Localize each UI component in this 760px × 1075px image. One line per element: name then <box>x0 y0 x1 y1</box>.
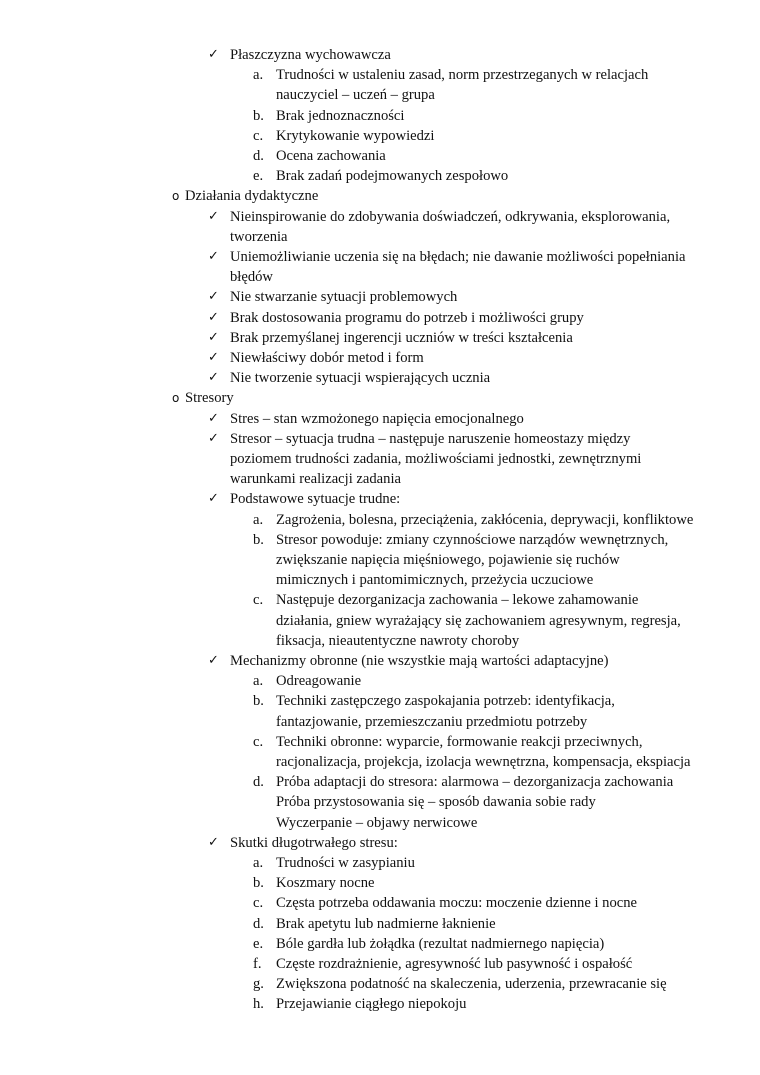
checkmark-icon: ✓ <box>208 370 219 386</box>
section-heading: Działania dydaktyczne <box>185 188 319 205</box>
list-letter-marker: e. <box>253 935 264 952</box>
list-letter-marker: b. <box>253 875 264 892</box>
list-letter-marker: c. <box>253 592 264 609</box>
circle-bullet-icon: o <box>172 189 180 204</box>
list-letter-marker: h. <box>253 996 264 1013</box>
bullet-item-text: Uniemożliwianie uczenia się na błędach; nie dawanie możliwości popełniania <box>230 249 686 265</box>
circle-bullet-icon: o <box>172 391 180 406</box>
checkmark-icon: ✓ <box>208 289 219 305</box>
list-letter-marker: d. <box>253 774 264 791</box>
list-item-text: Trudności w ustaleniu zasad, norm przestrzeganych w relacjach <box>276 67 649 84</box>
list-letter-marker: a. <box>253 855 264 871</box>
bullet-item-text: Nie stwarzanie sytuacji problemowych <box>230 289 458 306</box>
list-item-text: Przejawianie ciągłego niepokoju <box>276 996 467 1013</box>
list-item-text: racjonalizacja, projekcja, izolacja wewnętrzna, kompensacja, ekspiacja <box>276 754 691 770</box>
list-letter-marker: d. <box>253 148 264 164</box>
list-item-text: Brak jednoznaczności <box>276 107 405 124</box>
list-item-text: Bóle gardła lub żołądka (rezultat nadmiernego napięcia) <box>276 935 605 952</box>
checkmark-icon: ✓ <box>208 329 219 345</box>
list-letter-marker: d. <box>253 915 264 932</box>
list-letter-marker: c. <box>253 895 264 912</box>
bullet-item-text: Nieinspirowanie do zdobywania doświadczeń, odkrywania, eksplorowania, <box>230 208 671 225</box>
list-letter-marker: a. <box>253 511 264 528</box>
bullet-item-text: błędów <box>230 269 273 286</box>
bullet-item-text: Brak dostosowania programu do potrzeb i możliwości grupy <box>230 309 584 326</box>
section-heading: Płaszczyzna wychowawcza <box>230 47 391 63</box>
bullet-item-text: Niewłaściwy dobór metod i form <box>230 350 424 366</box>
list-item-text: działania, gniew wyrażający się zachowaniem agresywnym, regresja, <box>276 612 681 629</box>
checkmark-icon: ✓ <box>208 410 219 426</box>
bullet-item-text: warunkami realizacji zadania <box>230 471 401 488</box>
list-item-text: Krytykowanie wypowiedzi <box>276 127 435 144</box>
bullet-item-text: Skutki długotrwałego stresu: <box>230 834 398 851</box>
list-item-text: Częsta potrzeba oddawania moczu: moczenie dzienne i nocne <box>276 895 638 912</box>
bullet-item-text: Podstawowe sytuacje trudne: <box>230 491 401 508</box>
list-letter-marker: b. <box>253 693 264 710</box>
list-letter-marker: e. <box>253 168 264 185</box>
checkmark-icon: ✓ <box>208 47 219 62</box>
list-item-text: Brak zadań podejmowanych zespołowo <box>276 168 509 185</box>
list-letter-marker: g. <box>253 976 264 993</box>
list-letter-marker: c. <box>253 127 264 144</box>
bullet-item-text: Stresor – sytuacja trudna – następuje naruszenie homeostazy między <box>230 430 631 447</box>
checkmark-icon: ✓ <box>208 309 219 325</box>
list-item-text: mimicznych i pantomimicznych, przeżycia uczuciowe <box>276 572 594 589</box>
checkmark-icon: ✓ <box>208 208 219 224</box>
section-heading: Stresory <box>185 390 234 407</box>
list-item-text: Koszmary nocne <box>276 875 375 892</box>
list-item-text: Częste rozdrażnienie, agresywność lub pasywność i ospałość <box>276 956 633 972</box>
bullet-item-text: Stres – stan wzmożonego napięcia emocjonalnego <box>230 410 524 427</box>
list-item-text: Stresor powoduje: zmiany czynnościowe narządów wewnętrznych, <box>276 531 669 548</box>
bullet-item-text: Brak przemyślanej ingerencji uczniów w treści kształcenia <box>230 329 573 346</box>
list-letter-marker: f. <box>253 956 262 972</box>
list-item-text: fiksacja, nieautentyczne nawroty choroby <box>276 632 520 649</box>
list-letter-marker: a. <box>253 67 264 84</box>
bullet-item-text: poziomem trudności zadania, możliwościami jednostki, zewnętrznymi <box>230 451 642 467</box>
list-item-text: Ocena zachowania <box>276 148 386 164</box>
checkmark-icon: ✓ <box>208 834 219 850</box>
list-item-text: Próba adaptacji do stresora: alarmowa – dezorganizacja zachowania <box>276 774 674 791</box>
list-item-text: Brak apetytu lub nadmierne łaknienie <box>276 915 496 932</box>
bullet-item-text: Nie tworzenie sytuacji wspierających ucznia <box>230 370 491 387</box>
list-item-text: Odreagowanie <box>276 673 362 690</box>
list-letter-marker: c. <box>253 733 264 750</box>
list-item-text: Próba przystosowania się – sposób dawania sobie rady <box>276 794 596 811</box>
list-item-text: zwiększanie napięcia mięśniowego, pojawienie się ruchów <box>276 552 620 568</box>
checkmark-icon: ✓ <box>208 653 219 668</box>
bullet-item-text: Mechanizmy obronne (nie wszystkie mają wartości adaptacyjne) <box>230 653 609 669</box>
list-item-text: Techniki zastępczego zaspokajania potrzeb: identyfikacja, <box>276 693 615 710</box>
bullet-item-text: tworzenia <box>230 228 288 245</box>
list-item-text: Wyczerpanie – objawy nerwicowe <box>276 814 478 831</box>
list-letter-marker: a. <box>253 673 264 690</box>
list-item-text: Następuje dezorganizacja zachowania – lekowe zahamowanie <box>276 592 639 609</box>
list-letter-marker: b. <box>253 107 264 124</box>
list-item-text: Zagrożenia, bolesna, przeciążenia, zakłócenia, deprywacji, konfliktowe <box>276 511 694 528</box>
checkmark-icon: ✓ <box>208 350 219 365</box>
checkmark-icon: ✓ <box>208 430 219 446</box>
list-letter-marker: b. <box>253 531 264 548</box>
checkmark-icon: ✓ <box>208 249 219 264</box>
list-item-text: nauczyciel – uczeń – grupa <box>276 87 435 104</box>
checkmark-icon: ✓ <box>208 491 219 507</box>
list-item-text: Trudności w zasypianiu <box>276 855 415 871</box>
list-item-text: Zwiększona podatność na skaleczenia, uderzenia, przewracanie się <box>276 976 667 993</box>
list-item-text: fantazjowanie, przemieszczaniu przedmiotu potrzeby <box>276 713 588 730</box>
list-item-text: Techniki obronne: wyparcie, formowanie reakcji przeciwnych, <box>276 733 643 750</box>
